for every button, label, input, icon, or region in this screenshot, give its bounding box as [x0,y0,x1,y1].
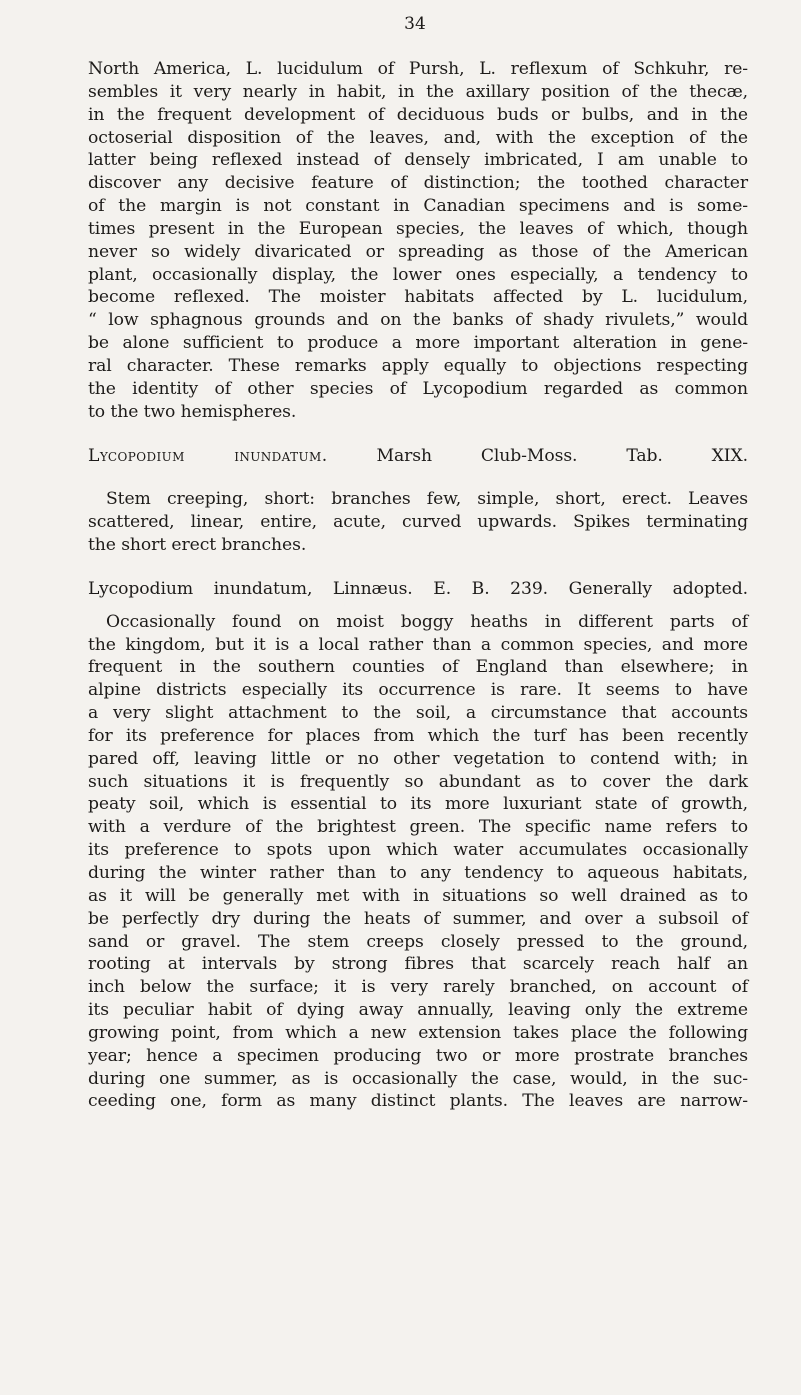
plate-reference: Tab. XIX. [626,445,748,466]
text-line: sand or gravel. The stem creeps closely pressed to the ground, [88,931,748,952]
synonymy-line: Lycopodium inundatum, Linnæus. E. B. 239. Generally adopted. [88,578,748,599]
text-line: to the two hemispheres. [88,401,297,422]
synonymy [88,578,748,601]
species-description [88,488,748,557]
text-line: become reflexed. The moister habitats affected by L. lucidulum, [88,287,748,308]
text-line: alpine districts especially its occurrence is rare. It seems to have [88,680,748,701]
text-line: of the margin is not constant in Canadian specimens and is some- [88,196,748,217]
common-name: Marsh Club-Moss. [376,445,578,466]
text-line: the short erect branches. [88,535,307,556]
text-line: Stem creeping, short: branches few, simple, short, erect. Leaves [106,489,748,510]
text-line: octoserial disposition of the leaves, and, with the exception of the [88,127,748,148]
text-line: times present in the European species, the leaves of which, though [88,218,748,239]
text-line: rooting at intervals by strong fibres that scarcely reach half an [88,954,748,975]
text-line: in the frequent development of deciduous buds or bulbs, and in the [88,104,748,125]
paragraph-habitat [88,611,748,1114]
species-heading [88,445,748,468]
text-line: its peculiar habit of dying away annually, leaving only the extreme [88,1000,748,1021]
text-line: discover any decisive feature of distinction; the toothed character [88,173,748,194]
page-number: 34 [404,14,426,34]
text-line: frequent in the southern counties of England than elsewhere; in [88,657,748,678]
text-line: as it will be generally met with in situations so well drained as to [88,885,748,906]
text-line: be perfectly dry during the heats of summer, and over a subsoil of [88,908,748,929]
text-line: ceeding one, form as many distinct plants. The leaves are narrow- [88,1091,748,1112]
text-line: the identity of other species of Lycopodium regarded as common [88,378,748,399]
text-line: the kingdom, but it is a local rather than a common species, and more [88,634,748,655]
text-line: growing point, from which a new extension takes place the following [88,1022,748,1043]
text-line: be alone sufficient to produce a more important alteration in gene- [88,333,748,354]
text-line: ral character. These remarks apply equally to objections respecting [88,355,748,376]
text-line: inch below the surface; it is very rarely branched, on account of [88,977,748,998]
text-line: during the winter rather than to any tendency to aqueous habitats, [88,863,748,883]
text-line: a very slight attachment to the soil, a circumstance that accounts [88,703,748,724]
text-line: its preference to spots upon which water accumulates occasionally [88,840,748,861]
text-line: peaty soil, which is essential to its more luxuriant state of growth, [88,794,748,815]
text-line: for its preference for places from which the turf has been recently [88,725,748,746]
book-page [88,14,748,1113]
text-line: Occasionally found on moist boggy heaths in different parts of [106,611,748,632]
species-name: Lycopodium inundatum. [88,445,328,466]
text-line: such situations it is frequently so abundant as to cover the dark [88,771,748,792]
text-line: plant, occasionally display, the lower ones especially, a tendency to [88,264,748,285]
text-line: with a verdure of the brightest green. The specific name refers to [88,817,748,838]
text-line: sembles it very nearly in habit, in the axillary position of the thecæ, [88,81,748,102]
text-line: during one summer, as is occasionally the case, would, in the suc- [88,1068,748,1089]
text-line: year; hence a specimen producing two or more prostrate branches [88,1045,748,1066]
text-line: pared off, leaving little or no other vegetation to contend with; in [88,748,748,769]
text-line: North America, L. lucidulum of Pursh, L. reflexum of Schkuhr, re- [88,59,748,79]
text-line: latter being reflexed instead of densely imbricated, I am unable to [88,150,748,171]
text-line: “ low sphagnous grounds and on the banks of shady rivulets,” would [88,310,748,331]
text-line: scattered, linear, entire, acute, curved upwards. Spikes terminating [88,512,748,533]
text-line: never so widely divaricated or spreading as those of the American [88,241,748,262]
paragraph-continuation [88,58,748,424]
